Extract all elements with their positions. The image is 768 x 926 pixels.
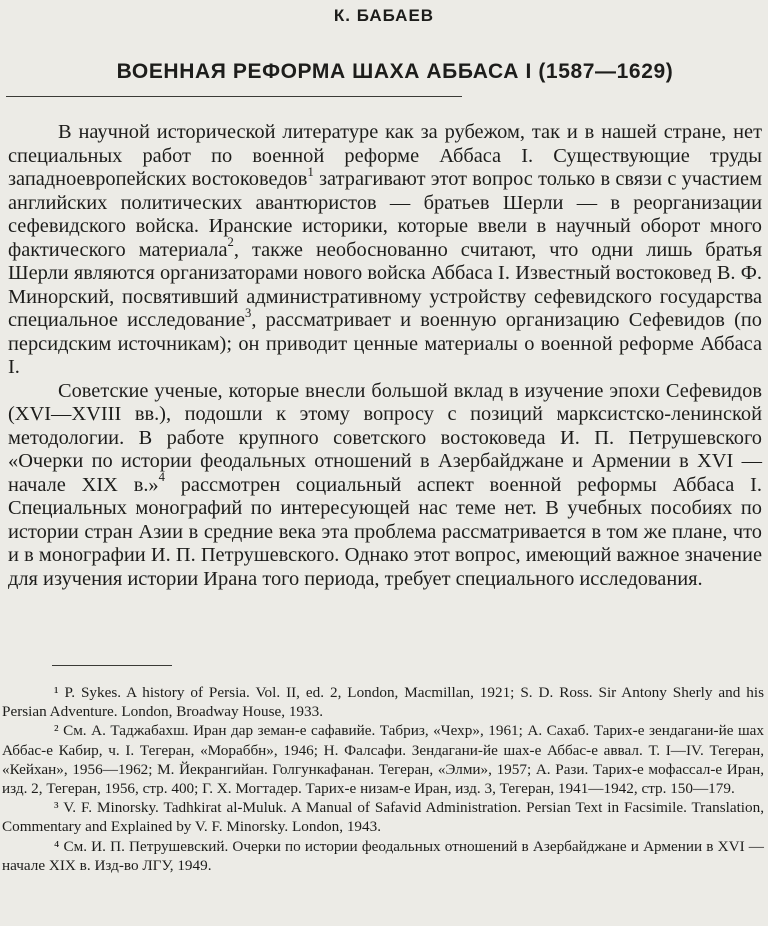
author-name: К. БАБАЕВ: [333, 6, 435, 25]
footnote-2: ² См. А. Таджабахш. Иран дар земан-е сафавийе. Табриз, «Чехр», 1961; А. Сахаб. Тарих-е зендагани-йе шах Аббас-е Кабир, ч. I. Тегеран, «Мораббн», 1946; Н. Фалсафи. Зендагани-йе шах-е Аббас-е аввал. Т. I—IV. Тегеран, «Кейхан», 1956—1962; М. Йекрангийан. Голгункафанан. Тегеран, «Элми», 1957; А. Рази. Тарих-е мофассал-е Иран, изд. 2, Тегеран, 1956, стр. 400; Г. Х. Могтадер. Тарих-е низам-е Иран, изд. 3, Тегеран, 1941—1942, стр. 150—179.: [2, 722, 764, 798]
footnote-divider: [52, 665, 172, 666]
footnote-4: ⁴ См. И. П. Петрушевский. Очерки по истории феодальных отношений в Азербайджане и Армении в XVI — начале XIX в. Изд-во ЛГУ, 1949.: [2, 837, 764, 874]
footnote-ref-2: 2: [227, 235, 234, 250]
footnote-ref-3: 3: [245, 305, 252, 320]
footnote-3: ³ V. F. Minorsky. Tadhkirat al-Muluk. A Manual of Safavid Administration. Persian Text in Facsimile. Translation, Commentary and Explained by V. F. Minorsky. London, 1943.: [2, 799, 764, 836]
footnote-ref-1: 1: [307, 164, 314, 179]
article-title: ВОЕННАЯ РЕФОРМА ШАХА АББАСА I (1587—1629): [116, 60, 674, 83]
footnote-1: ¹ P. Sykes. A history of Persia. Vol. II, ed. 2, London, Macmillan, 1921; S. D. Ross. Sir Antony Sherly and his Persian Adventure. London, Broadway House, 1933.: [2, 684, 764, 721]
footnote-ref-4: 4: [158, 470, 165, 485]
footnotes: [2, 683, 764, 875]
article-body: [8, 121, 762, 591]
title-divider: [6, 96, 462, 97]
paragraph-1: В научной исторической литературе как за рубежом, так и в нашей стране, нет специальных работ по военной реформе Аббаса I. Существующие труды западноевропейских востоковедов$^1$ затрагивают этот вопрос только в связи с участием английских политических авантюристов — братьев Шерли — в реорганизации сефевидского войска. Иранские историки, которые ввели в научный оборот много фактического материала$^2$, также необоснованно считают, что одни лишь братья Шерли являются организаторами нового войска Аббаса I. Известный востоковед В. Ф. Минорский, посвятивший административному устройству сефевидского государства специальное исследование$^3$, рассматривает и военную организацию Сефевидов (по персидским источникам); он приводит ценные материалы о военной реформе Аббаса I.: [8, 121, 762, 378]
paragraph-2: Советские ученые, которые внесли большой вклад в изучение эпохи Сефевидов (XVI—XVIII вв.), подошли к этому вопросу с позиций марксистско-ленинской методологии. В работе крупного советского востоковеда И. П. Петрушевского «Очерки по истории феодальных отношений в Азербайджане и Армении в XVI — начале XIX в.»$^4$ рассмотрен социальный аспект военной реформы Аббаса I. Специальных монографий по интересующей нас теме нет. В учебных пособиях по истории стран Азии в средние века эта проблема рассматривается в том же плане, что и в монографии И. П. Петрушевского. Однако этот вопрос, имеющий важное значение для изучения истории Ирана того периода, требует специального исследования.: [8, 379, 762, 590]
